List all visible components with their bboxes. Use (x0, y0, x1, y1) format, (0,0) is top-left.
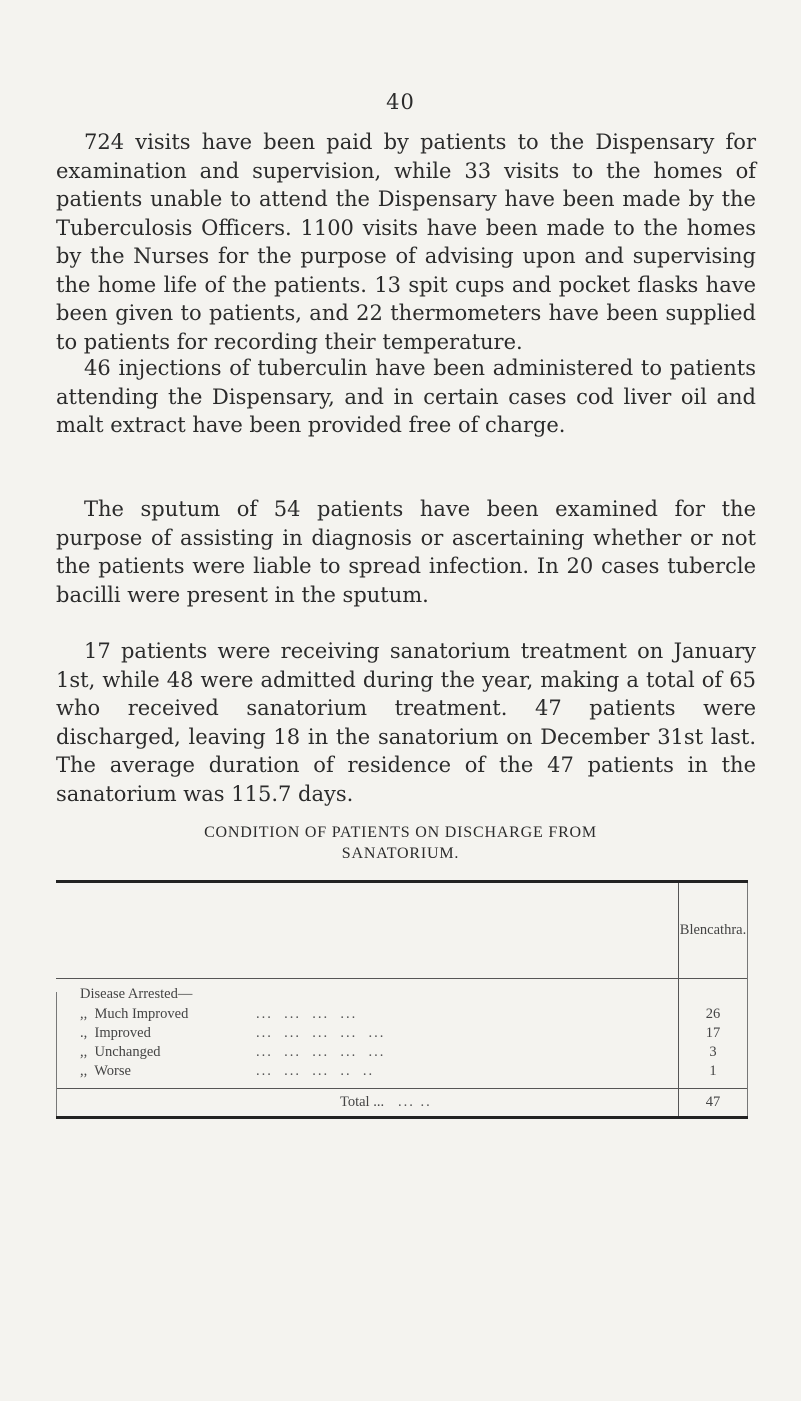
row-label: ,, Much Improved (80, 1006, 189, 1022)
paragraph-visits: 724 visits have been paid by patients to the Dispensary for examination and supervision, while 33 visits to the homes of patients unable to attend the Dispensary have been made by the Tuberculosis Officers. 1100 visits have been made to the homes by the Nurses for the purpose of advising upon and supervising the home life of the patients. 13 spit cups and pocket flasks have been given to patients, and 22 thermometers have been supplied to patients for recording their temperature. (56, 130, 756, 354)
table-bottom-rule (56, 1116, 748, 1119)
row-leader-dots: ... ... ... ... (256, 1006, 358, 1022)
row-label: ,, Unchanged (80, 1044, 161, 1060)
row-value: 3 (709, 1044, 717, 1060)
table-header-rule (56, 978, 748, 979)
table-top-rule (56, 880, 748, 883)
table-total-row (56, 1094, 748, 1114)
table-row (56, 1025, 748, 1044)
row-value: 26 (705, 1006, 721, 1022)
table-total-rule (56, 1088, 748, 1089)
table-title-line1: CONDITION OF PATIENTS ON DISCHARGE FROM (204, 824, 597, 841)
row-leader-dots: ... ... ... .. .. (256, 1063, 375, 1079)
row-leader-dots: ... ... ... ... ... (256, 1025, 386, 1041)
table-row (56, 1044, 748, 1063)
row-value: 17 (705, 1025, 721, 1041)
total-value: 47 (705, 1094, 721, 1110)
table-title-line2: SANATORIUM. (341, 845, 460, 862)
paragraph-tuberculin: 46 injections of tuberculin have been administered to patients attending the Dispensary, and in certain cases cod liver oil and malt extract have been provided free of charge. (56, 356, 756, 437)
row-label: ., Improved (80, 1025, 151, 1041)
table-row (56, 1006, 748, 1025)
total-leader-dots: ... .. (398, 1094, 432, 1110)
paragraph-sputum: The sputum of 54 patients have been examined for the purpose of assisting in diagnosis or ascertaining whether or not the patients were liable to spread infection. In 20 cases tubercle bacilli were present in the sputum. (56, 497, 756, 607)
column-header-blencathra: Blencathra. (679, 922, 747, 938)
page-number: 40 (386, 90, 415, 114)
table-title (0, 822, 801, 864)
total-label: Total ... (340, 1094, 385, 1110)
row-label: ,, Worse (80, 1063, 131, 1079)
paragraph-sanatorium: 17 patients were receiving sanatorium treatment on January 1st, while 48 were admitted during the year, making a total of 65 who received sanatorium treatment. 47 patients were discharged, leaving 18 in the sanatorium on December 31st last. The average duration of residence of the 47 patients in the sanatorium was 115.7 days. (56, 639, 756, 806)
group-label-disease-arrested: Disease Arrested— (80, 986, 193, 1002)
discharge-table (56, 880, 748, 1120)
row-value: 1 (709, 1063, 717, 1079)
row-leader-dots: ... ... ... ... ... (256, 1044, 386, 1060)
table-row (56, 1063, 748, 1082)
